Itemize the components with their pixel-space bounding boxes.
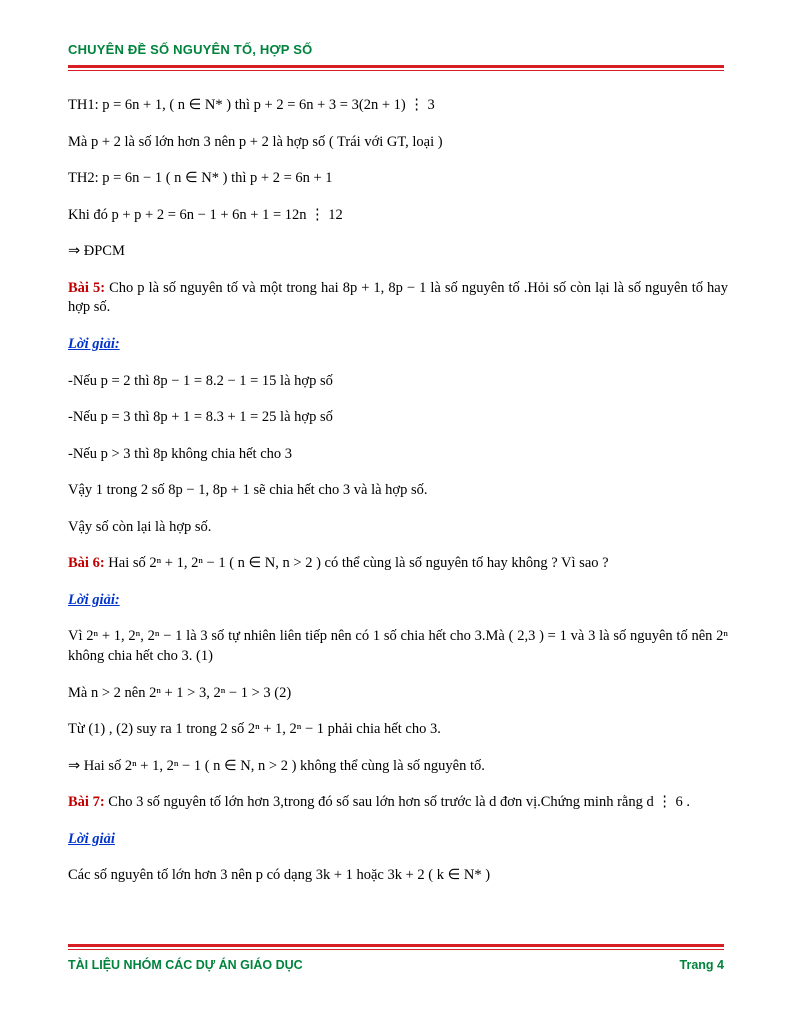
paragraph-th2-note xyxy=(68,206,728,226)
solution-6-line-3 xyxy=(68,720,728,740)
solution-5-text-4: Vậy 1 trong 2 số 8p − 1, 8p + 1 sẽ chia hết cho 3 và là hợp số. xyxy=(68,482,428,499)
solution-7-line-1 xyxy=(68,866,728,886)
solution-5-text-5: Vậy số còn lại là hợp số. xyxy=(68,518,212,535)
solution-7-text-1: Các số nguyên tố lớn hơn 3 nên p có dạng 3k + 1 hoặc 3k + 2 ( k ∈ N* ) xyxy=(68,867,491,884)
solution-6-text-4: ⇒ Hai số 2ⁿ + 1, 2ⁿ − 1 ( n ∈ N, n > 2 ) không thể cùng là số nguyên tố. xyxy=(68,757,485,774)
solution-7-heading xyxy=(68,830,728,850)
solution-6-line-4 xyxy=(68,757,728,777)
solution-5-line-5 xyxy=(68,518,728,538)
page-footer xyxy=(68,944,724,972)
problem-6-text: Hai số 2ⁿ + 1, 2ⁿ − 1 ( n ∈ N, n > 2 ) có thể cùng là số nguyên tố hay không ? Vì sao ? xyxy=(108,555,609,572)
header-title: CHUYÊN ĐỀ SỐ NGUYÊN TỐ, HỢP SỐ xyxy=(68,42,313,57)
problem-7 xyxy=(68,793,728,813)
solution-6-line-2 xyxy=(68,684,728,704)
paragraph-th1-note xyxy=(68,133,728,153)
paragraph-dpcm xyxy=(68,242,728,262)
solution-5-line-1 xyxy=(68,372,728,392)
solution-label-3: Lời giải xyxy=(68,830,115,847)
th1-text: TH1: p = 6n + 1, ( n ∈ N* ) thì p + 2 = 6n + 3 = 3(2n + 1) ⋮ 3 xyxy=(68,97,435,113)
problem-6 xyxy=(68,554,728,574)
problem-6-label: Bài 6: xyxy=(68,555,105,572)
th1-note-text: Mà p + 2 là số lớn hơn 3 nên p + 2 là hợp số ( Trái với GT, loại ) xyxy=(68,133,443,150)
header-divider xyxy=(68,65,724,71)
problem-7-label: Bài 7: xyxy=(68,794,105,811)
solution-6-text-2: Mà n > 2 nên 2ⁿ + 1 > 3, 2ⁿ − 1 > 3 (2) xyxy=(68,684,292,701)
th2-text: TH2: p = 6n − 1 ( n ∈ N* ) thì p + 2 = 6n + 1 xyxy=(68,170,333,187)
problem-5 xyxy=(68,279,728,318)
solution-6-text-3: Từ (1) , (2) suy ra 1 trong 2 số 2ⁿ + 1, 2ⁿ − 1 phải chia hết cho 3. xyxy=(68,721,441,738)
footer-divider xyxy=(68,944,724,950)
problem-7-text: Cho 3 số nguyên tố lớn hơn 3,trong đó số sau lớn hơn số trước là d đơn vị.Chứng minh rằng d ⋮ 6 . xyxy=(108,794,690,811)
solution-5-heading xyxy=(68,335,728,355)
solution-label: Lời giải: xyxy=(68,335,120,352)
solution-5-line-2 xyxy=(68,408,728,428)
solution-5-line-3 xyxy=(68,445,728,465)
problem-5-label: Bài 5: xyxy=(68,279,106,296)
footer-left-text: TÀI LIỆU NHÓM CÁC DỰ ÁN GIÁO DỤC xyxy=(68,958,303,972)
problem-5-text: Cho p là số nguyên tố và một trong hai 8p + 1, 8p − 1 là số nguyên tố .Hỏi số còn lại là số nguyên tố hay hợp số. xyxy=(68,279,728,316)
document-body xyxy=(68,96,728,903)
solution-5-text-3: -Nếu p > 3 thì 8p không chia hết cho 3 xyxy=(68,445,293,462)
solution-5-text-2: -Nếu p = 3 thì 8p + 1 = 8.3 + 1 = 25 là hợp số xyxy=(68,409,333,426)
solution-label-2: Lời giải: xyxy=(68,591,120,608)
page-header xyxy=(68,42,724,71)
solution-5-line-4 xyxy=(68,481,728,501)
solution-6-line-1 xyxy=(68,627,728,666)
solution-6-heading xyxy=(68,591,728,611)
page-number: Trang 4 xyxy=(679,958,724,972)
paragraph-th1 xyxy=(68,96,728,116)
solution-6-text-1: Vì 2ⁿ + 1, 2ⁿ, 2ⁿ − 1 là 3 số tự nhiên liên tiếp nên có 1 số chia hết cho 3.Mà ( 2,3 ) = 1 và 3 là số nguyên tố nên 2ⁿ không chia hết cho 3. (1) xyxy=(68,628,728,664)
th2-note-text: Khi đó p + p + 2 = 6n − 1 + 6n + 1 = 12n ⋮ 12 xyxy=(68,206,343,223)
footer-row xyxy=(68,958,724,972)
solution-5-text-1: -Nếu p = 2 thì 8p − 1 = 8.2 − 1 = 15 là hợp số xyxy=(68,372,333,389)
paragraph-th2 xyxy=(68,169,728,189)
dpcm-text: ⇒ ĐPCM xyxy=(68,243,125,260)
